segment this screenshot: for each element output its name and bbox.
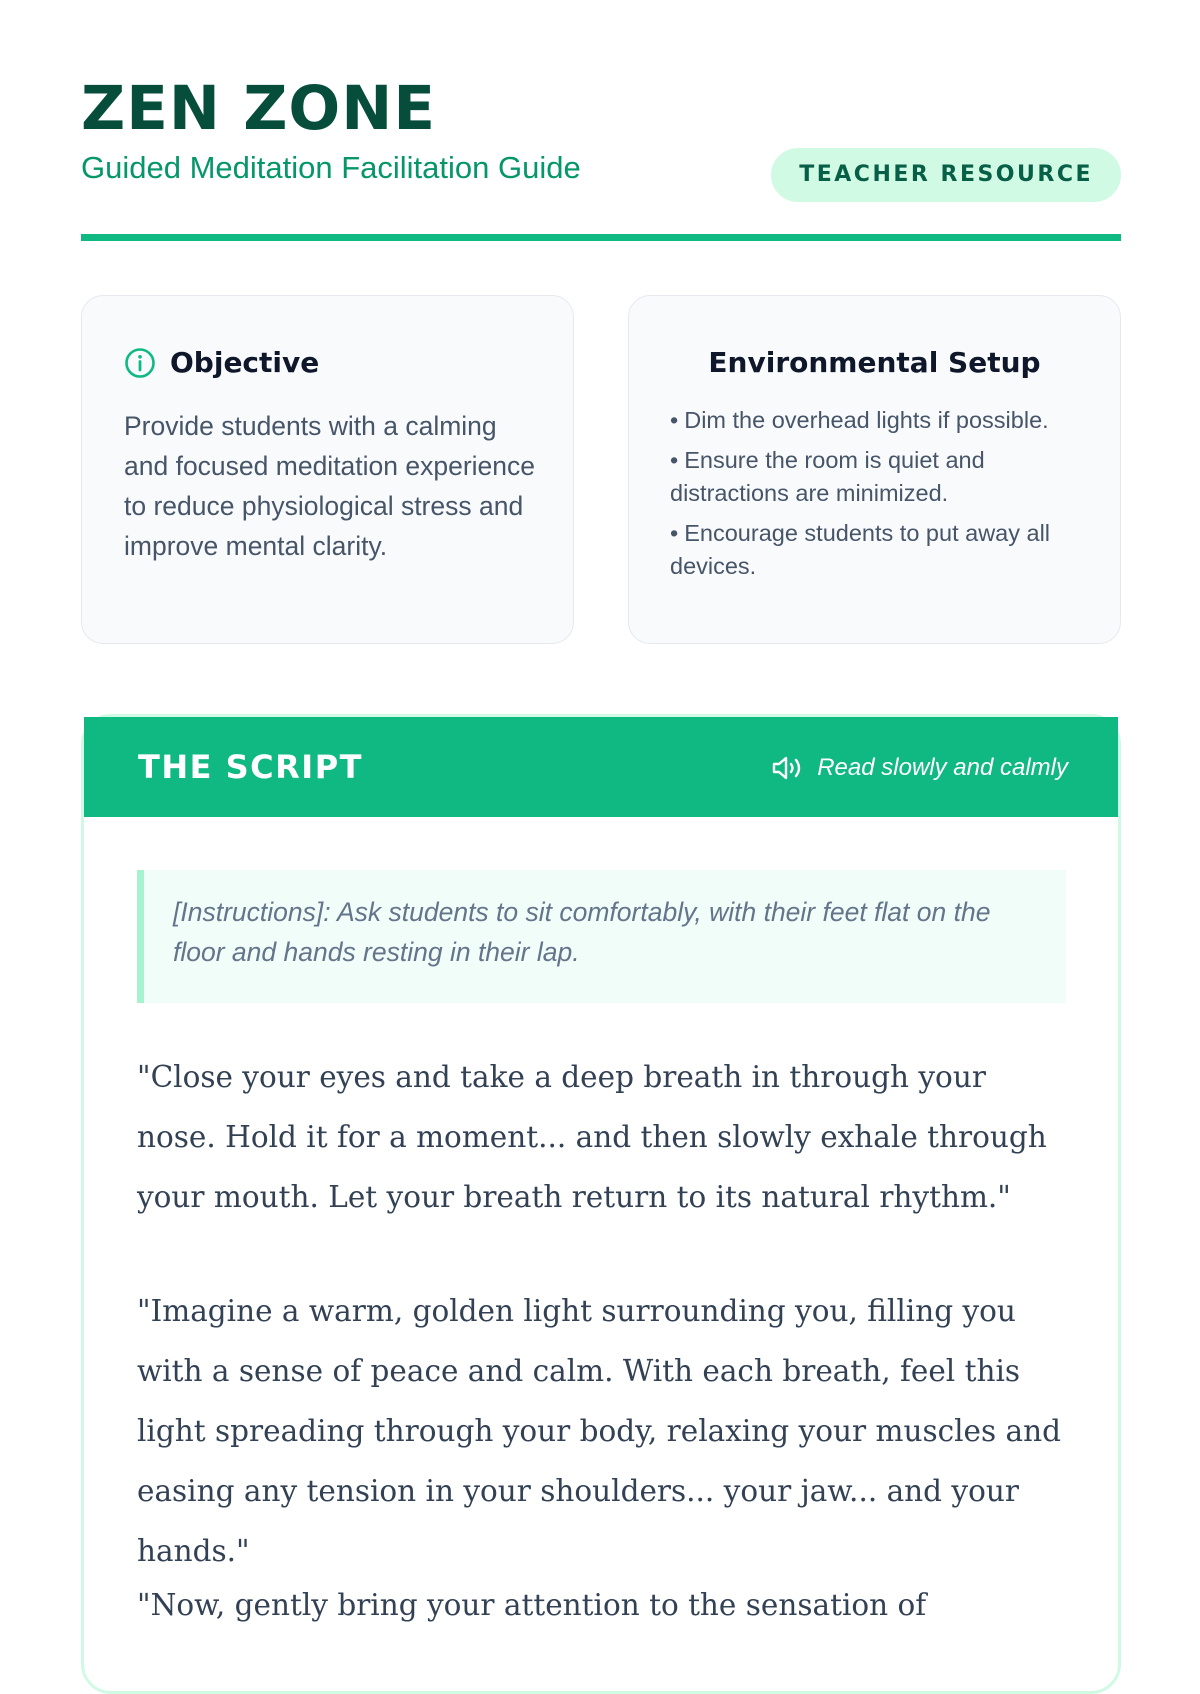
script-paragraph: "Imagine a warm, golden light surrounding you, filling you with a sense of peace and calm. With each breath, feel this light spreading through your body, relaxing your muscles and easing any tension in your shoulders... your jaw... and your hands." [137, 1294, 1061, 1568]
objective-text: Provide students with a calming and focused meditation experience to reduce physiological stress and improve mental clarity. [124, 411, 536, 561]
list-item: • Dim the overhead lights if possible. [670, 404, 1090, 437]
objective-heading [124, 346, 319, 379]
objective-card [81, 295, 574, 644]
list-item: • Ensure the room is quiet and distractions are minimized. [670, 444, 1090, 510]
list-item: • Encourage students to put away all devices. [670, 517, 1090, 583]
environmental-setup-card [628, 295, 1121, 644]
page-header [81, 0, 1121, 242]
reading-note-text: Read slowly and calmly [817, 754, 1068, 781]
page-subtitle: Guided Meditation Facilitation Guide [81, 150, 581, 185]
instructions-callout: [Instructions]: Ask students to sit comfortably, with their feet flat on the floor and hands resting in their lap. [137, 870, 1066, 1003]
script-header [84, 717, 1118, 817]
reading-note [771, 753, 1068, 783]
brand-title: ZEN ZONE [81, 73, 436, 144]
setup-title: Environmental Setup [708, 346, 1041, 379]
script-title: THE SCRIPT [138, 748, 363, 786]
speaker-icon [771, 753, 805, 783]
teacher-resource-badge: TEACHER RESOURCE [771, 148, 1121, 202]
guide-page [81, 0, 1121, 1622]
header-divider [81, 234, 1121, 241]
info-icon [124, 347, 156, 379]
objective-title: Objective [170, 346, 320, 379]
setup-list [670, 404, 1090, 590]
info-cards [81, 295, 1121, 644]
script-paragraph: "Close your eyes and take a deep breath in through your nose. Hold it for a moment... and then slowly exhale through your mouth. Let your breath return to its natural rhythm." [137, 1060, 1047, 1214]
script-section [81, 714, 1121, 1694]
script-paragraph: "Now, gently bring your attention to the sensation of [137, 1588, 927, 1622]
